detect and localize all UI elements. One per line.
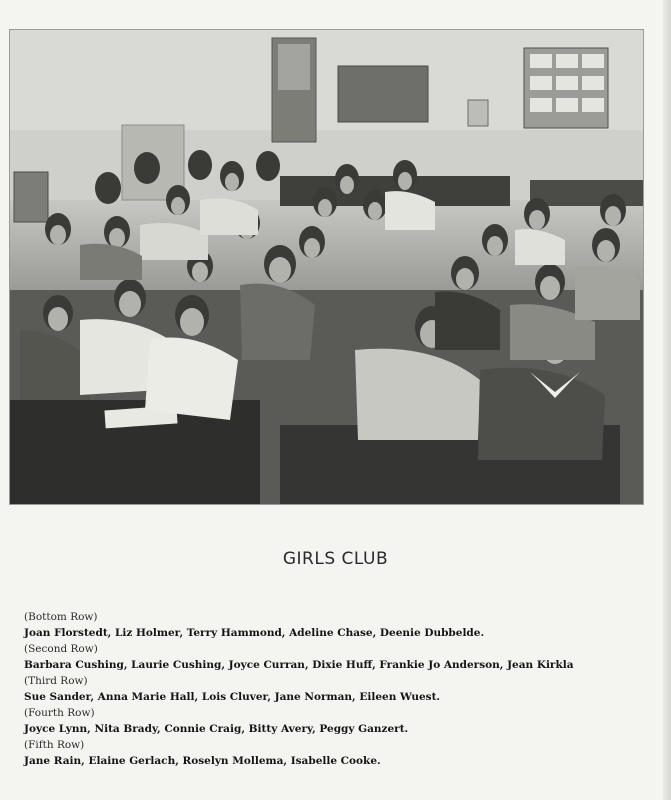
page-edge [663, 0, 671, 800]
classroom-photo-illustration [10, 30, 643, 504]
row-label-fifth: (Fifth Row) [24, 739, 85, 751]
group-photo [9, 29, 644, 505]
row-label-fourth: (Fourth Row) [24, 707, 95, 719]
photo-caption [24, 609, 664, 769]
row-label-third: (Third Row) [24, 675, 88, 687]
row-label-bottom: (Bottom Row) [24, 611, 98, 623]
row-names-fifth: Jane Rain, Elaine Gerlach, Roselyn Mollema, Isabelle Cooke. [24, 755, 381, 767]
row-names-second: Barbara Cushing, Laurie Cushing, Joyce Curran, Dixie Huff, Frankie Jo Anderson, Jean Kirkla [24, 659, 574, 671]
row-label-second: (Second Row) [24, 643, 98, 655]
row-names-third: Sue Sander, Anna Marie Hall, Lois Cluver, Jane Norman, Eileen Wuest. [24, 691, 441, 703]
row-names-fourth: Joyce Lynn, Nita Brady, Connie Craig, Bitty Avery, Peggy Ganzert. [24, 723, 409, 735]
page-title: GIRLS CLUB [282, 549, 389, 569]
row-names-bottom: Joan Florstedt, Liz Holmer, Terry Hammond, Adeline Chase, Deenie Dubbelde. [24, 627, 485, 639]
